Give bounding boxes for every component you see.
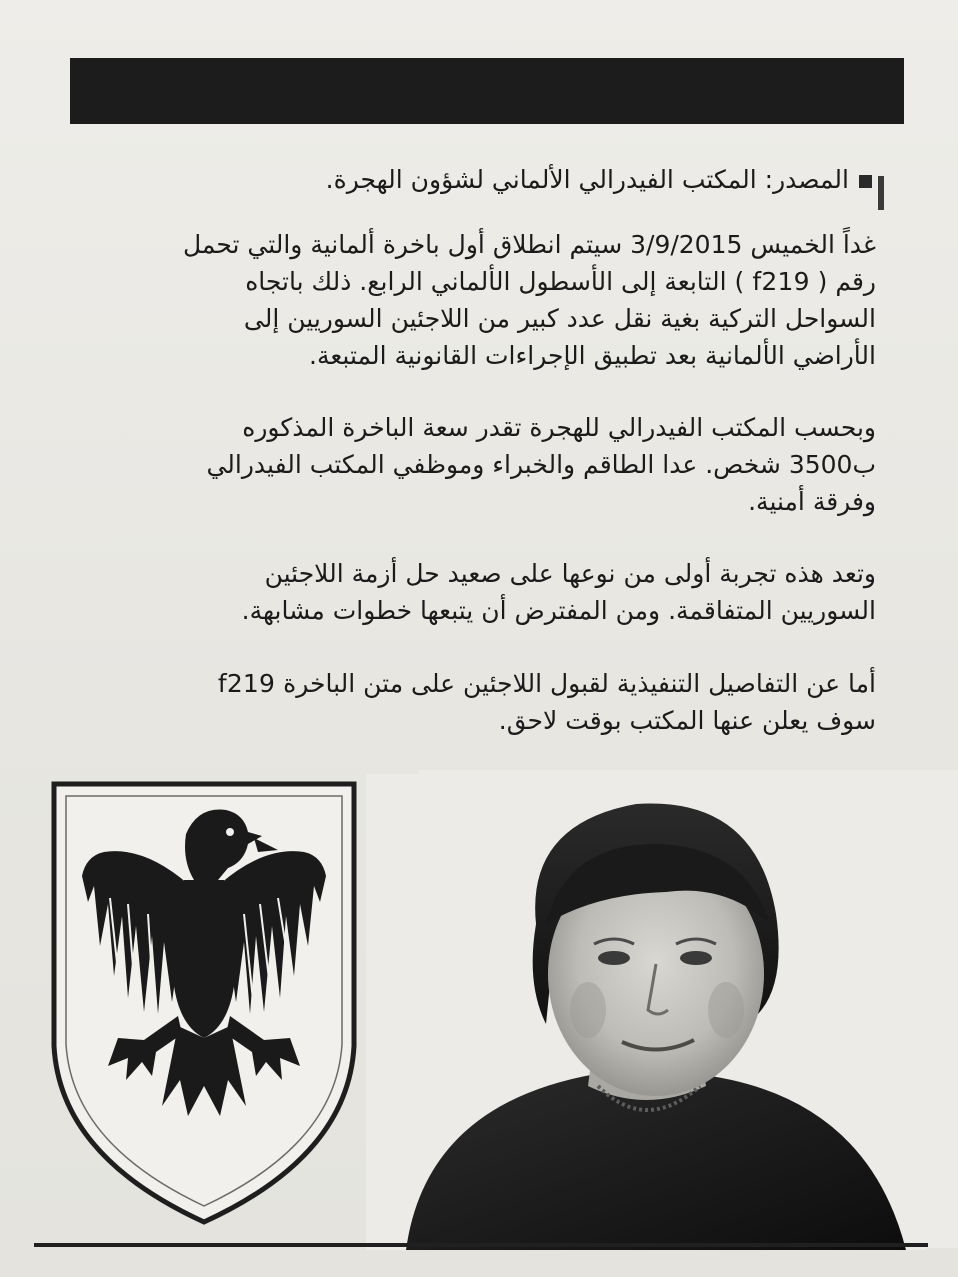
- paragraph-line: أما عن التفاصيل التنفيذية لقبول اللاجئين على متن الباخرة f219: [217, 669, 876, 698]
- paragraph-line: رقم ( f219 ) التابعة إلى الأسطول الألماني الرابع. ذلك باتجاه: [245, 267, 876, 296]
- paragraph-line: سوف يعلن عنها المكتب بوقت لاحق.: [498, 706, 876, 735]
- paragraph-line: وبحسب المكتب الفيدرالي للهجرة تقدر سعة الباخرة المذكوره: [242, 413, 876, 442]
- image-strip: [48, 762, 926, 1250]
- bottom-rule: [34, 1243, 928, 1247]
- paragraph-3: [150, 555, 876, 629]
- paragraph-line: السوريين المتفاقمة. ومن المفترض أن يتبعها خطوات مشابهة.: [241, 596, 876, 625]
- source-line: [172, 162, 872, 198]
- bullet-square-icon: [859, 175, 872, 188]
- margin-mark: [878, 176, 884, 210]
- portrait-photo: [366, 774, 926, 1250]
- paragraph-line: وتعد هذه تجربة أولى من نوعها على صعيد حل أزمة اللاجئين: [264, 559, 876, 588]
- paragraph-line: ب3500 شخص. عدا الطاقم والخبراء وموظفي المكتب الفيدرالي: [206, 450, 876, 479]
- source-text: المصدر: المكتب الفيدرالي الألماني لشؤون الهجرة.: [325, 165, 849, 194]
- header-black-bar: [70, 58, 904, 124]
- paragraph-line: غداً الخميس 3/9/2015 سيتم انطلاق أول باخرة ألمانية والتي تحمل: [182, 230, 876, 259]
- paragraph-1: [150, 226, 876, 374]
- paragraph-line: الأراضي الألمانية بعد تطبيق الإجراءات القانونية المتبعة.: [309, 341, 876, 370]
- paragraph-4: [150, 665, 876, 739]
- coat-of-arms-eagle-icon: [48, 776, 360, 1226]
- paragraph-2: [150, 409, 876, 520]
- paragraph-line: السواحل التركية بغية نقل عدد كبير من اللاجئين السوريين إلى: [243, 304, 876, 333]
- paragraph-line: وفرقة أمنية.: [748, 487, 876, 516]
